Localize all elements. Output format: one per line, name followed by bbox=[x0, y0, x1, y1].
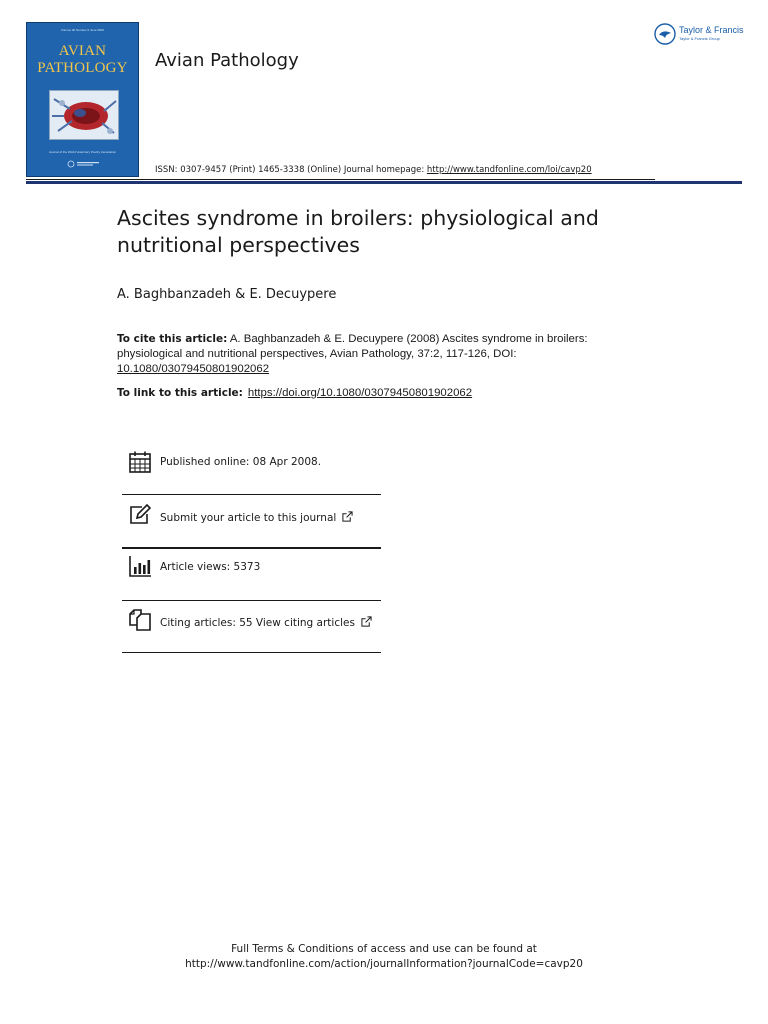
cover-image bbox=[49, 90, 119, 140]
article-views: Article views: 5373 bbox=[160, 561, 261, 573]
submit-article-label: Submit your article to this journal bbox=[160, 512, 337, 524]
journal-title: Avian Pathology bbox=[155, 50, 299, 71]
citing-row[interactable] bbox=[122, 607, 381, 647]
footer-terms-line: Full Terms & Conditions of access and use can be found at bbox=[231, 943, 537, 955]
article-doi-link[interactable]: https://doi.org/10.1080/03079450801902062 bbox=[247, 387, 473, 399]
citation-label: To cite this article: bbox=[117, 333, 228, 345]
citing-articles-icon bbox=[128, 608, 152, 632]
calendar-icon bbox=[128, 450, 152, 474]
journal-homepage-link[interactable]: http://www.tandfonline.com/loi/cavp20 bbox=[426, 165, 592, 175]
journal-cover bbox=[26, 22, 139, 177]
submit-article-link[interactable] bbox=[160, 511, 353, 524]
citation bbox=[117, 332, 617, 377]
article-title: Ascites syndrome in broilers: physiological and nutritional perspectives bbox=[117, 206, 599, 257]
bar-chart-icon bbox=[128, 554, 152, 578]
external-link-icon bbox=[342, 511, 353, 522]
published-date: Published online: 08 Apr 2008. bbox=[160, 456, 322, 468]
article-link-label: To link to this article: bbox=[117, 387, 243, 399]
cover-title-line-1: AVIAN bbox=[58, 43, 107, 59]
cover-association-line: Journal of the World Veterinary Poultry Association bbox=[48, 150, 117, 154]
citing-articles-label: Citing articles: 55 View citing articles bbox=[160, 617, 355, 629]
views-row bbox=[122, 553, 381, 593]
publisher-name: Taylor & Francis bbox=[679, 25, 744, 35]
footer bbox=[0, 942, 768, 972]
edit-icon bbox=[128, 503, 152, 527]
issn-text: ISSN: 0307-9457 (Print) 1465-3338 (Online) Journal homepage: bbox=[155, 165, 427, 175]
issn-line bbox=[155, 165, 592, 175]
external-link-icon bbox=[361, 616, 372, 627]
footer-terms-url[interactable]: http://www.tandfonline.com/action/journalInformation?journalCode=cavp20 bbox=[185, 958, 583, 970]
info-divider bbox=[122, 600, 381, 601]
publisher-subname: Taylor & Francis Group bbox=[679, 36, 720, 41]
info-divider bbox=[122, 652, 381, 653]
cover-title-line-2: PATHOLOGY bbox=[37, 60, 128, 76]
published-row bbox=[122, 448, 381, 488]
header-rule-thin bbox=[26, 179, 655, 180]
header-rule-thick bbox=[26, 181, 742, 184]
info-divider bbox=[122, 547, 381, 549]
article-link bbox=[117, 387, 472, 399]
info-divider bbox=[122, 494, 381, 495]
cover-publisher-logo-icon bbox=[67, 160, 101, 168]
article-authors: A. Baghbanzadeh & E. Decuypere bbox=[117, 287, 337, 302]
submit-row[interactable] bbox=[122, 502, 381, 542]
citation-doi-link[interactable]: 10.1080/03079450801902062 bbox=[117, 363, 270, 375]
cover-issue-line: Volume 00 Number 0 June 0000 bbox=[60, 28, 105, 32]
citing-articles-link[interactable] bbox=[160, 616, 372, 629]
citation-text: A. Baghbanzadeh & E. Decuypere (2008) Ascites syndrome in broilers: physiological and nutritional perspectives, Avian Pathology, 37:2, 117-126, DOI: bbox=[117, 333, 588, 360]
cover-title bbox=[27, 43, 138, 77]
